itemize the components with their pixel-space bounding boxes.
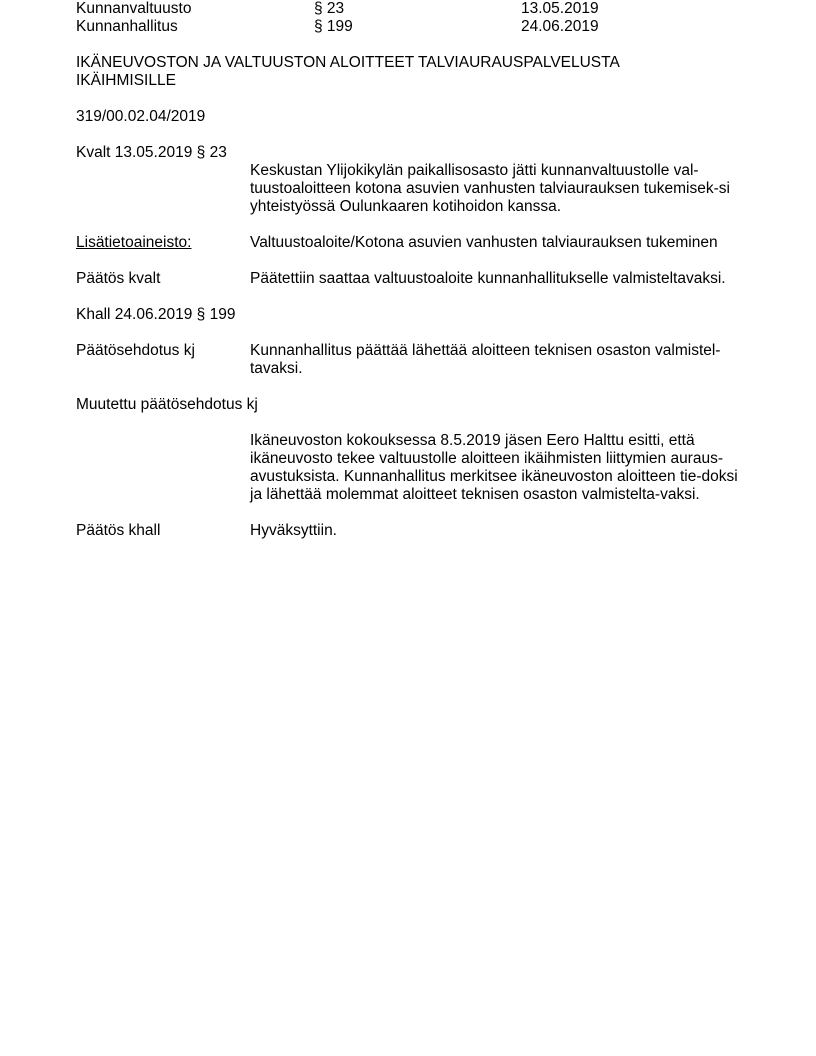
modified-proposal-value: Ikäneuvoston kokouksessa 8.5.2019 jäsen Eero Halttu esitti, että ikäneuvosto tekee valtuustolle aloitteen ikäihmisten liittymien auraus-avustuksista. Kunnanhallitus merkitsee ikäneuvoston aloitteen tie-doksi ja lähettää molemmat aloitteet teknisen osaston valmistelta-vaksi. <box>250 432 738 503</box>
khall-heading: Khall 24.06.2019 § 199 <box>76 306 236 323</box>
proposal-label: Päätösehdotus kj <box>76 342 195 359</box>
kvalt-decision-row <box>76 270 756 288</box>
meta-body-name: Kunnanhallitus <box>76 18 178 35</box>
kvalt-heading: Kvalt 13.05.2019 § 23 <box>76 144 227 161</box>
meta-body-name: Kunnanvaltuusto <box>76 0 192 17</box>
meta-section: § 199 <box>314 18 353 35</box>
meta-row-board <box>76 18 756 36</box>
document-page <box>76 0 756 540</box>
info-value: Valtuustoaloite/Kotona asuvien vanhusten talviaurauksen tukeminen <box>250 234 718 251</box>
khall-decision-label: Päätös khall <box>76 522 161 539</box>
kvalt-decision-label: Päätös kvalt <box>76 270 161 287</box>
meta-row-council <box>76 0 756 18</box>
meta-section: § 23 <box>314 0 345 17</box>
meta-date: 24.06.2019 <box>521 18 599 35</box>
document-title: IKÄNEUVOSTON JA VALTUUSTON ALOITTEET TALVIAURAUSPALVELUSTA IKÄIHMISILLE <box>76 54 619 89</box>
info-label: Lisätietoaineisto: <box>76 234 192 251</box>
khall-decision-row <box>76 522 756 540</box>
modified-proposal-label: Muutettu päätösehdotus kj <box>76 396 258 413</box>
info-row <box>76 234 756 252</box>
meta-date: 13.05.2019 <box>521 0 599 17</box>
proposal-value: Kunnanhallitus päättää lähettää aloitteen teknisen osaston valmistel-tavaksi. <box>250 342 721 377</box>
kvalt-decision-value: Päätettiin saattaa valtuustoaloite kunnanhallitukselle valmisteltavaksi. <box>250 270 726 287</box>
proposal-row <box>76 342 756 378</box>
case-number: 319/00.02.04/2019 <box>76 108 206 125</box>
kvalt-text: Keskustan Ylijokikylän paikallisosasto jätti kunnanvaltuustolle val-tuustoaloitteen kotona asuvien vanhusten talviaurauksen tukemisek-si yhteistyössä Oulunkaaren kotihoidon kanssa. <box>250 162 730 215</box>
khall-decision-value: Hyväksyttiin. <box>250 522 337 539</box>
